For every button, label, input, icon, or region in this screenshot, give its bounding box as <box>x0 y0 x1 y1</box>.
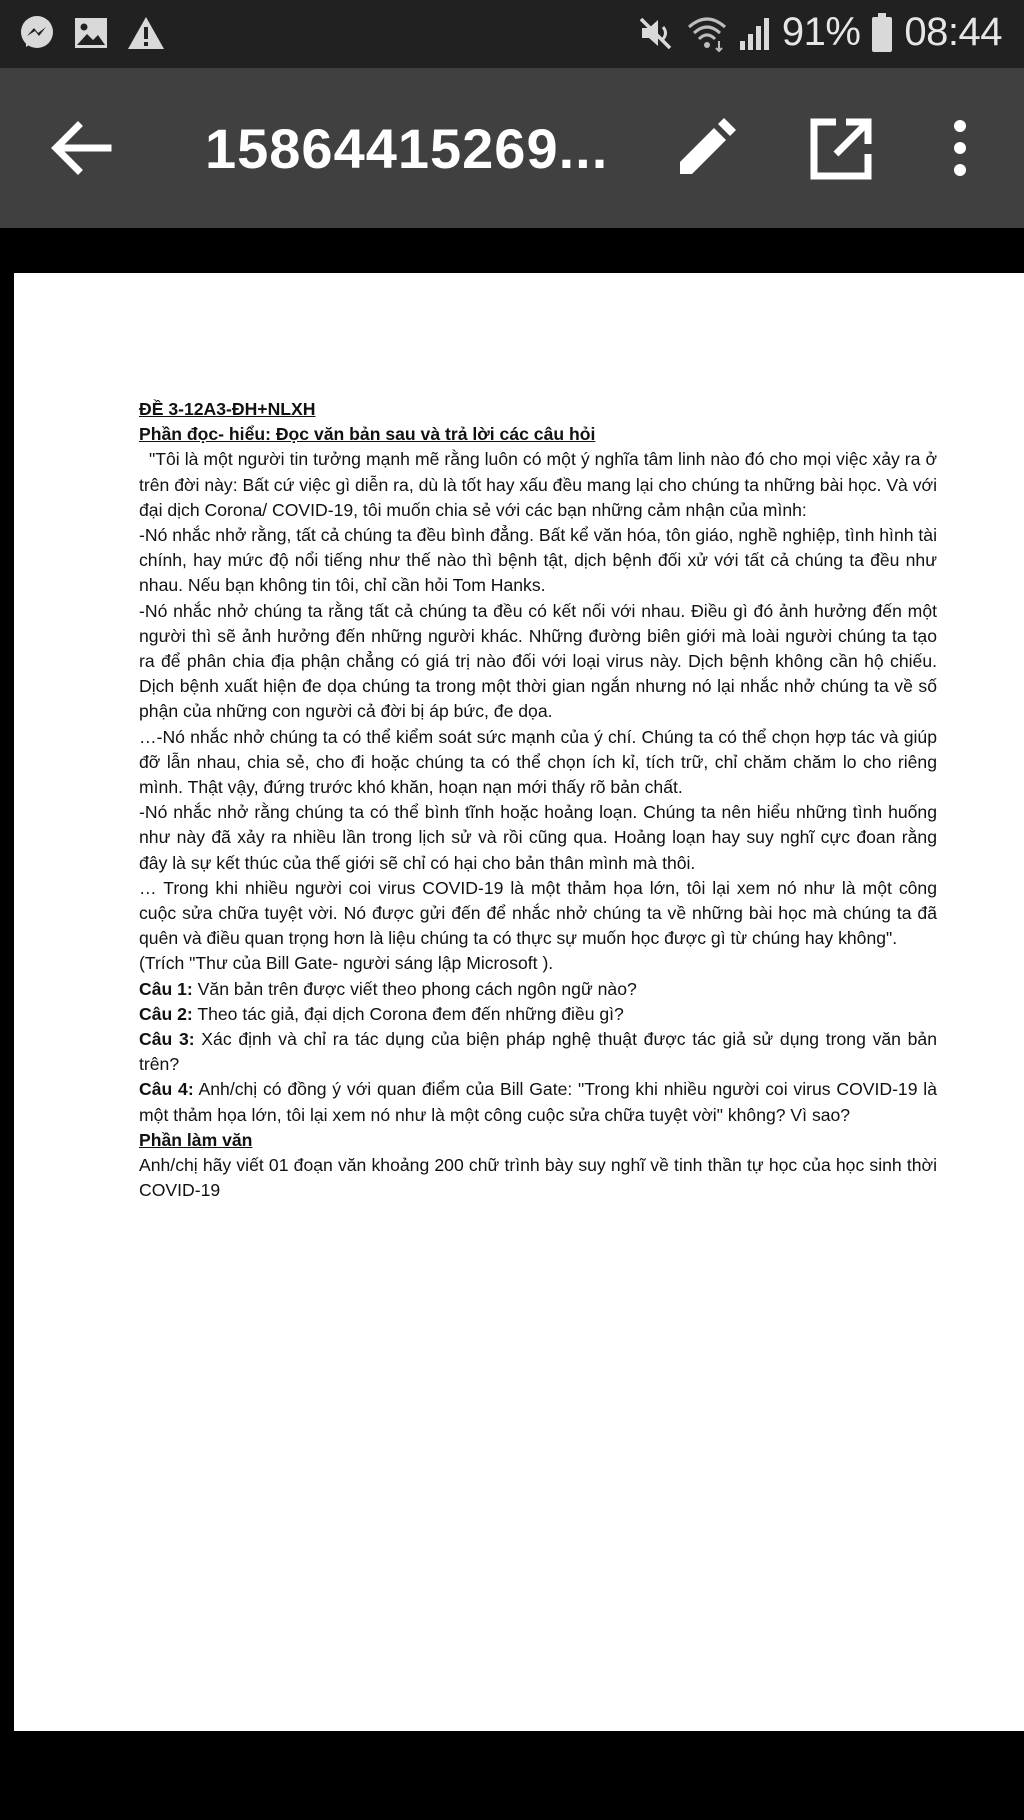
status-bar-notifications <box>18 14 166 52</box>
question-label: Câu 2: <box>139 1003 193 1024</box>
passage-paragraph: …-Nó nhắc nhở chúng ta có thể kiểm soát sức mạnh của ý chí. Chúng ta có thể chọn hợp tác và giúp đỡ lẫn nhau, chia sẻ, cho đi hoặc chúng ta có thể chọn ích kỉ, tích trữ, chỉ chăm chăm lo cho riêng mình. Thật vậy, đứng trước khó khăn, hoạn nạn mới thấy rõ bản chất. <box>139 726 937 798</box>
question-1 <box>139 977 937 1002</box>
question-2 <box>139 1002 937 1027</box>
signal-icon <box>738 13 772 53</box>
passage-paragraph: "Tôi là một người tin tưởng mạnh mẽ rằng luôn có một ý nghĩa tâm linh nào đó cho mọi việc xảy ra ở trên đời này: Bất cứ việc gì diễn ra, dù là tốt hay xấu đều mang lại cho chúng ta những bài học. Và với đại dịch Corona/ COVID-19, tôi muốn chia sẻ với các bạn những cảm nhận của mình: <box>139 449 942 520</box>
passage-paragraph: … Trong khi nhiều người coi virus COVID-19 là một thảm họa lớn, tôi lại xem nó như là một công cuộc sửa chữa tuyệt vời. Nó được gửi đến để nhắc nhở chúng ta về những bài học mà chúng ta đã quên và điều quan trọng hơn là liệu chúng ta có thực sự muốn học được gì từ chúng hay không". <box>139 877 937 949</box>
question-text: Xác định và chỉ ra tác dụng của biện pháp nghệ thuật được tác giả sử dụng trong văn bản trên? <box>139 1029 937 1075</box>
more-vert-icon <box>940 112 980 184</box>
status-bar-system <box>636 10 1002 55</box>
back-button[interactable] <box>46 112 118 184</box>
passage-paragraph: -Nó nhắc nhở rằng chúng ta có thể bình tĩnh hoặc hoảng loạn. Chúng ta nên hiểu những tình huống như này đã xảy ra nhiều lần trong lịch sử và rồi cũng qua. Hoảng loạn hay suy nghĩ cực đoan rằng đây là sự kết thúc của thế giới sẽ chỉ có hại cho bản thân mình mà thôi. <box>139 802 937 873</box>
question-label: Câu 4: <box>139 1079 194 1100</box>
question-4 <box>139 1077 937 1127</box>
app-bar <box>0 68 1024 228</box>
section-reading-title: Phần đọc- hiểu: Đọc văn bản sau và trả lời các câu hỏi <box>139 424 596 445</box>
more-options-button[interactable] <box>940 112 980 184</box>
passage-paragraph: -Nó nhắc nhở rằng, tất cả chúng ta đều bình đẳng. Bất kể văn hóa, tôn giáo, nghề nghiệp, tình hình tài chính, hay mức độ nổi tiếng như thế nào thì bệnh tật, dịch bệnh đối xử với tất cả chúng ta đều như nhau. Nếu bạn không tin tôi, chỉ cần hỏi Tom Hanks. <box>139 525 937 596</box>
question-text: Theo tác giả, đại dịch Corona đem đến những điều gì? <box>192 1003 624 1024</box>
warning-icon <box>126 14 166 52</box>
clock: 08:44 <box>904 10 1002 54</box>
section-writing-title: Phần làm văn <box>139 1129 253 1150</box>
edit-pencil-icon <box>672 116 738 182</box>
document-title: 15864415269... <box>205 117 609 180</box>
source-citation: (Trích "Thư của Bill Gate- người sáng lập Microsoft ). <box>139 953 554 974</box>
question-3 <box>139 1027 937 1077</box>
passage-paragraph: -Nó nhắc nhở chúng ta rằng tất cả chúng ta đều có kết nối với nhau. Điều gì đó ảnh hưởng đến một người thì sẽ ảnh hưởng đến những người khác. Những đường biên giới mà loài người chúng ta tạo ra để phân chia địa phận chẳng có giá trị nào đối với loại virus này. Dịch bệnh không cần hộ chiếu. Dịch bệnh xuất hiện đe dọa chúng ta trong một thời gian ngắn nhưng nó lại nhắc nhở chúng ta về số phận của những con người cả đời bị áp bức, đe dọa. <box>139 600 937 722</box>
document-content <box>139 397 942 1204</box>
question-label: Câu 1: <box>139 978 193 999</box>
open-external-icon <box>808 116 874 182</box>
battery-icon <box>870 12 894 54</box>
status-bar <box>0 0 1024 68</box>
image-icon <box>72 14 110 52</box>
question-text: Văn bản trên được viết theo phong cách ngôn ngữ nào? <box>192 978 637 999</box>
edit-button[interactable] <box>672 116 738 182</box>
question-label: Câu 3: <box>139 1029 195 1050</box>
open-external-button[interactable] <box>808 116 874 182</box>
mute-icon <box>636 13 676 53</box>
back-arrow-icon <box>46 112 118 184</box>
question-text: Anh/chị có đồng ý với quan điểm của Bill Gate: "Trong khi nhiều người coi virus COVID-19 là một thảm họa lớn, tôi lại xem nó như là một công cuộc sửa chữa tuyệt vời" không? Vì sao? <box>139 1079 937 1125</box>
battery-percentage: 91% <box>781 10 861 54</box>
writing-prompt: Anh/chị hãy viết 01 đoạn văn khoảng 200 chữ trình bày suy nghĩ về tinh thần tự học của học sinh thời COVID-19 <box>139 1155 937 1201</box>
document-page[interactable] <box>14 273 1024 1731</box>
messenger-icon <box>18 14 56 52</box>
exam-heading: ĐỀ 3-12A3-ĐH+NLXH <box>139 399 316 419</box>
wifi-icon <box>686 13 728 53</box>
